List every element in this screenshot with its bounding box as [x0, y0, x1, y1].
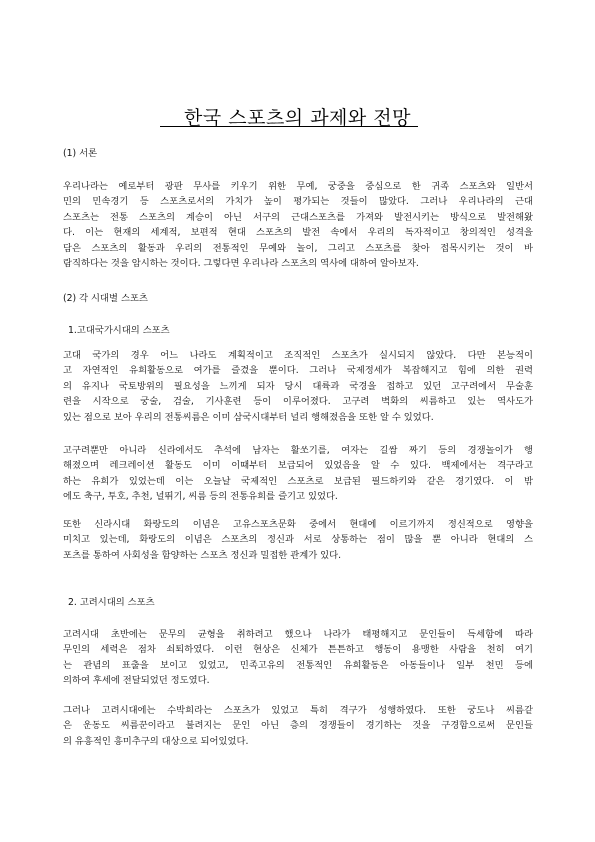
- paragraph-line: 해졌으며 레크레이션 활동도 이미 이때부터 보급되어 있었음을 알 수 있다. 백제에서는 격구라고: [63, 460, 533, 472]
- paragraph-line: 의 유흥적인 흥미추구의 대상으로 되어있었다.: [63, 735, 249, 747]
- paragraph-line: 다. 이는 현재의 세계적, 보편적 현대 스포츠의 발전 속에서 우리의 독자적이고 창의적인 성격을: [63, 227, 533, 239]
- intro-paragraph: [63, 179, 533, 271]
- ancient-era-paragraph-3: [63, 517, 533, 563]
- paragraph-line: 고대 국가의 경우 어느 나라도 계획적이고 조직적인 스포츠가 실시되지 않았다. 다만 본능적이: [63, 350, 533, 361]
- intro-heading: (1) 서론: [63, 148, 98, 159]
- paragraph-line: 그러나 고려시대에는 수박희라는 스포츠가 있었고 특히 격구가 성행하였다. 또한 궁도나 씨름같: [63, 705, 533, 716]
- paragraph-line: 무인의 세력은 점차 쇠퇴하였다. 이런 현상은 신체가 튼튼하고 행동이 용맹한 사람을 천히 여기: [63, 644, 533, 656]
- ancient-era-paragraph-2: [63, 443, 533, 505]
- paragraph-line: 담은 스포츠의 활동과 우리의 전통적인 무예와 놀이, 그리고 스포츠를 찾아 접목시키는 것이 바: [63, 242, 533, 254]
- paragraph-line: 미치고 있는데, 화랑도의 이념은 스포츠의 정신과 서로 상통하는 점이 많을 뿐 아니라 현대의 스: [63, 534, 533, 546]
- goryeo-era-heading: 2. 고려시대의 스포츠: [68, 597, 155, 608]
- goryeo-era-paragraph-1: [63, 627, 533, 689]
- paragraph-line: 고려시대 초반에는 문무의 균형을 취하려고 했으나 나라가 태평해지고 문인들이 득세함에 따라: [63, 629, 533, 640]
- paragraph-line: 고구려뿐만 아니라 신라에서도 추석에 남자는 활쏘기를, 여자는 길쌈 짜기 등의 경쟁놀이가 행: [63, 445, 533, 456]
- paragraph-line: 고 자연적인 유희활동으로 여가를 즐겼을 뿐이다. 그러나 국제정세가 복잡해지고 힘에 의한 권력: [63, 365, 533, 377]
- document-title: 한국 스포츠의 과제와 전망: [183, 107, 411, 129]
- paragraph-line: 은 운동도 씨름꾼이라고 불려지는 문인 아닌 층의 경쟁들이 경기하는 것을 구경함으로써 문인들: [63, 720, 533, 732]
- paragraph-line: 또한 신라시대 화랑도의 이념은 고유스포츠문화 중에서 현대에 이르기까지 정신적으로 영향을: [63, 519, 533, 530]
- paragraph-line: 에도 축구, 투호, 추천, 널뛰기, 씨름 등의 전통유희를 즐기고 있었다.: [63, 491, 338, 503]
- paragraph-line: 의 유지나 국토방위의 필요성을 느끼게 되자 당시 대륙과 국경을 접하고 있던 고구려에서 무술훈: [63, 380, 533, 392]
- paragraph-line: 포츠를 통하여 사회성을 함양하는 스포츠 정신과 밀접한 관계가 있다.: [63, 549, 342, 561]
- paragraph-line: 는 관념의 표출을 보이고 있었고, 민족고유의 전통적인 유희활동은 아동들이나 일부 천민 등에: [63, 659, 533, 671]
- era-heading: (2) 각 시대별 스포츠: [63, 293, 148, 304]
- goryeo-era-paragraph-2: [63, 703, 533, 749]
- paragraph-line: 민의 민속경기 등 스포츠로서의 가치가 높이 평가되는 것들이 많았다. 그러나 우리나라의 근대: [63, 196, 533, 208]
- paragraph-line: 하는 유희가 있었는데 이는 오늘날 국제적인 스포츠로 보급된 필드하키와 같은 경기였다. 이 밖: [63, 475, 533, 487]
- paragraph-line: 의하여 후세에 전달되었던 정도였다.: [63, 675, 210, 687]
- paragraph-line: 스포츠는 전통 스포츠의 계승이 아닌 서구의 근대스포츠를 가져와 발전시키는 방식으로 발전해왔: [63, 211, 533, 223]
- ancient-era-paragraph-1: [63, 348, 533, 425]
- paragraph-line: 람직하다는 것을 암시하는 것이다. 그렇다면 우리나라 스포츠의 역사에 대하여 알아보자.: [63, 258, 419, 270]
- ancient-era-heading: 1.고대국가시대의 스포츠: [68, 325, 170, 336]
- paragraph-line: 우리나라는 예로부터 광판 무사를 키우기 위한 무예, 궁중을 중심으로 한 귀족 스포츠와 일반서: [63, 181, 533, 192]
- paragraph-line: 련을 시작으로 궁술, 검술, 기사훈련 등이 이루어졌다. 고구려 벽화의 씨름하고 있는 역사도가: [63, 396, 533, 408]
- title-underline: [160, 126, 418, 127]
- paragraph-line: 있는 점으로 보아 우리의 전통씨름은 이미 삼국시대부터 널리 행해졌음을 또한 알 수 있었다.: [63, 411, 434, 423]
